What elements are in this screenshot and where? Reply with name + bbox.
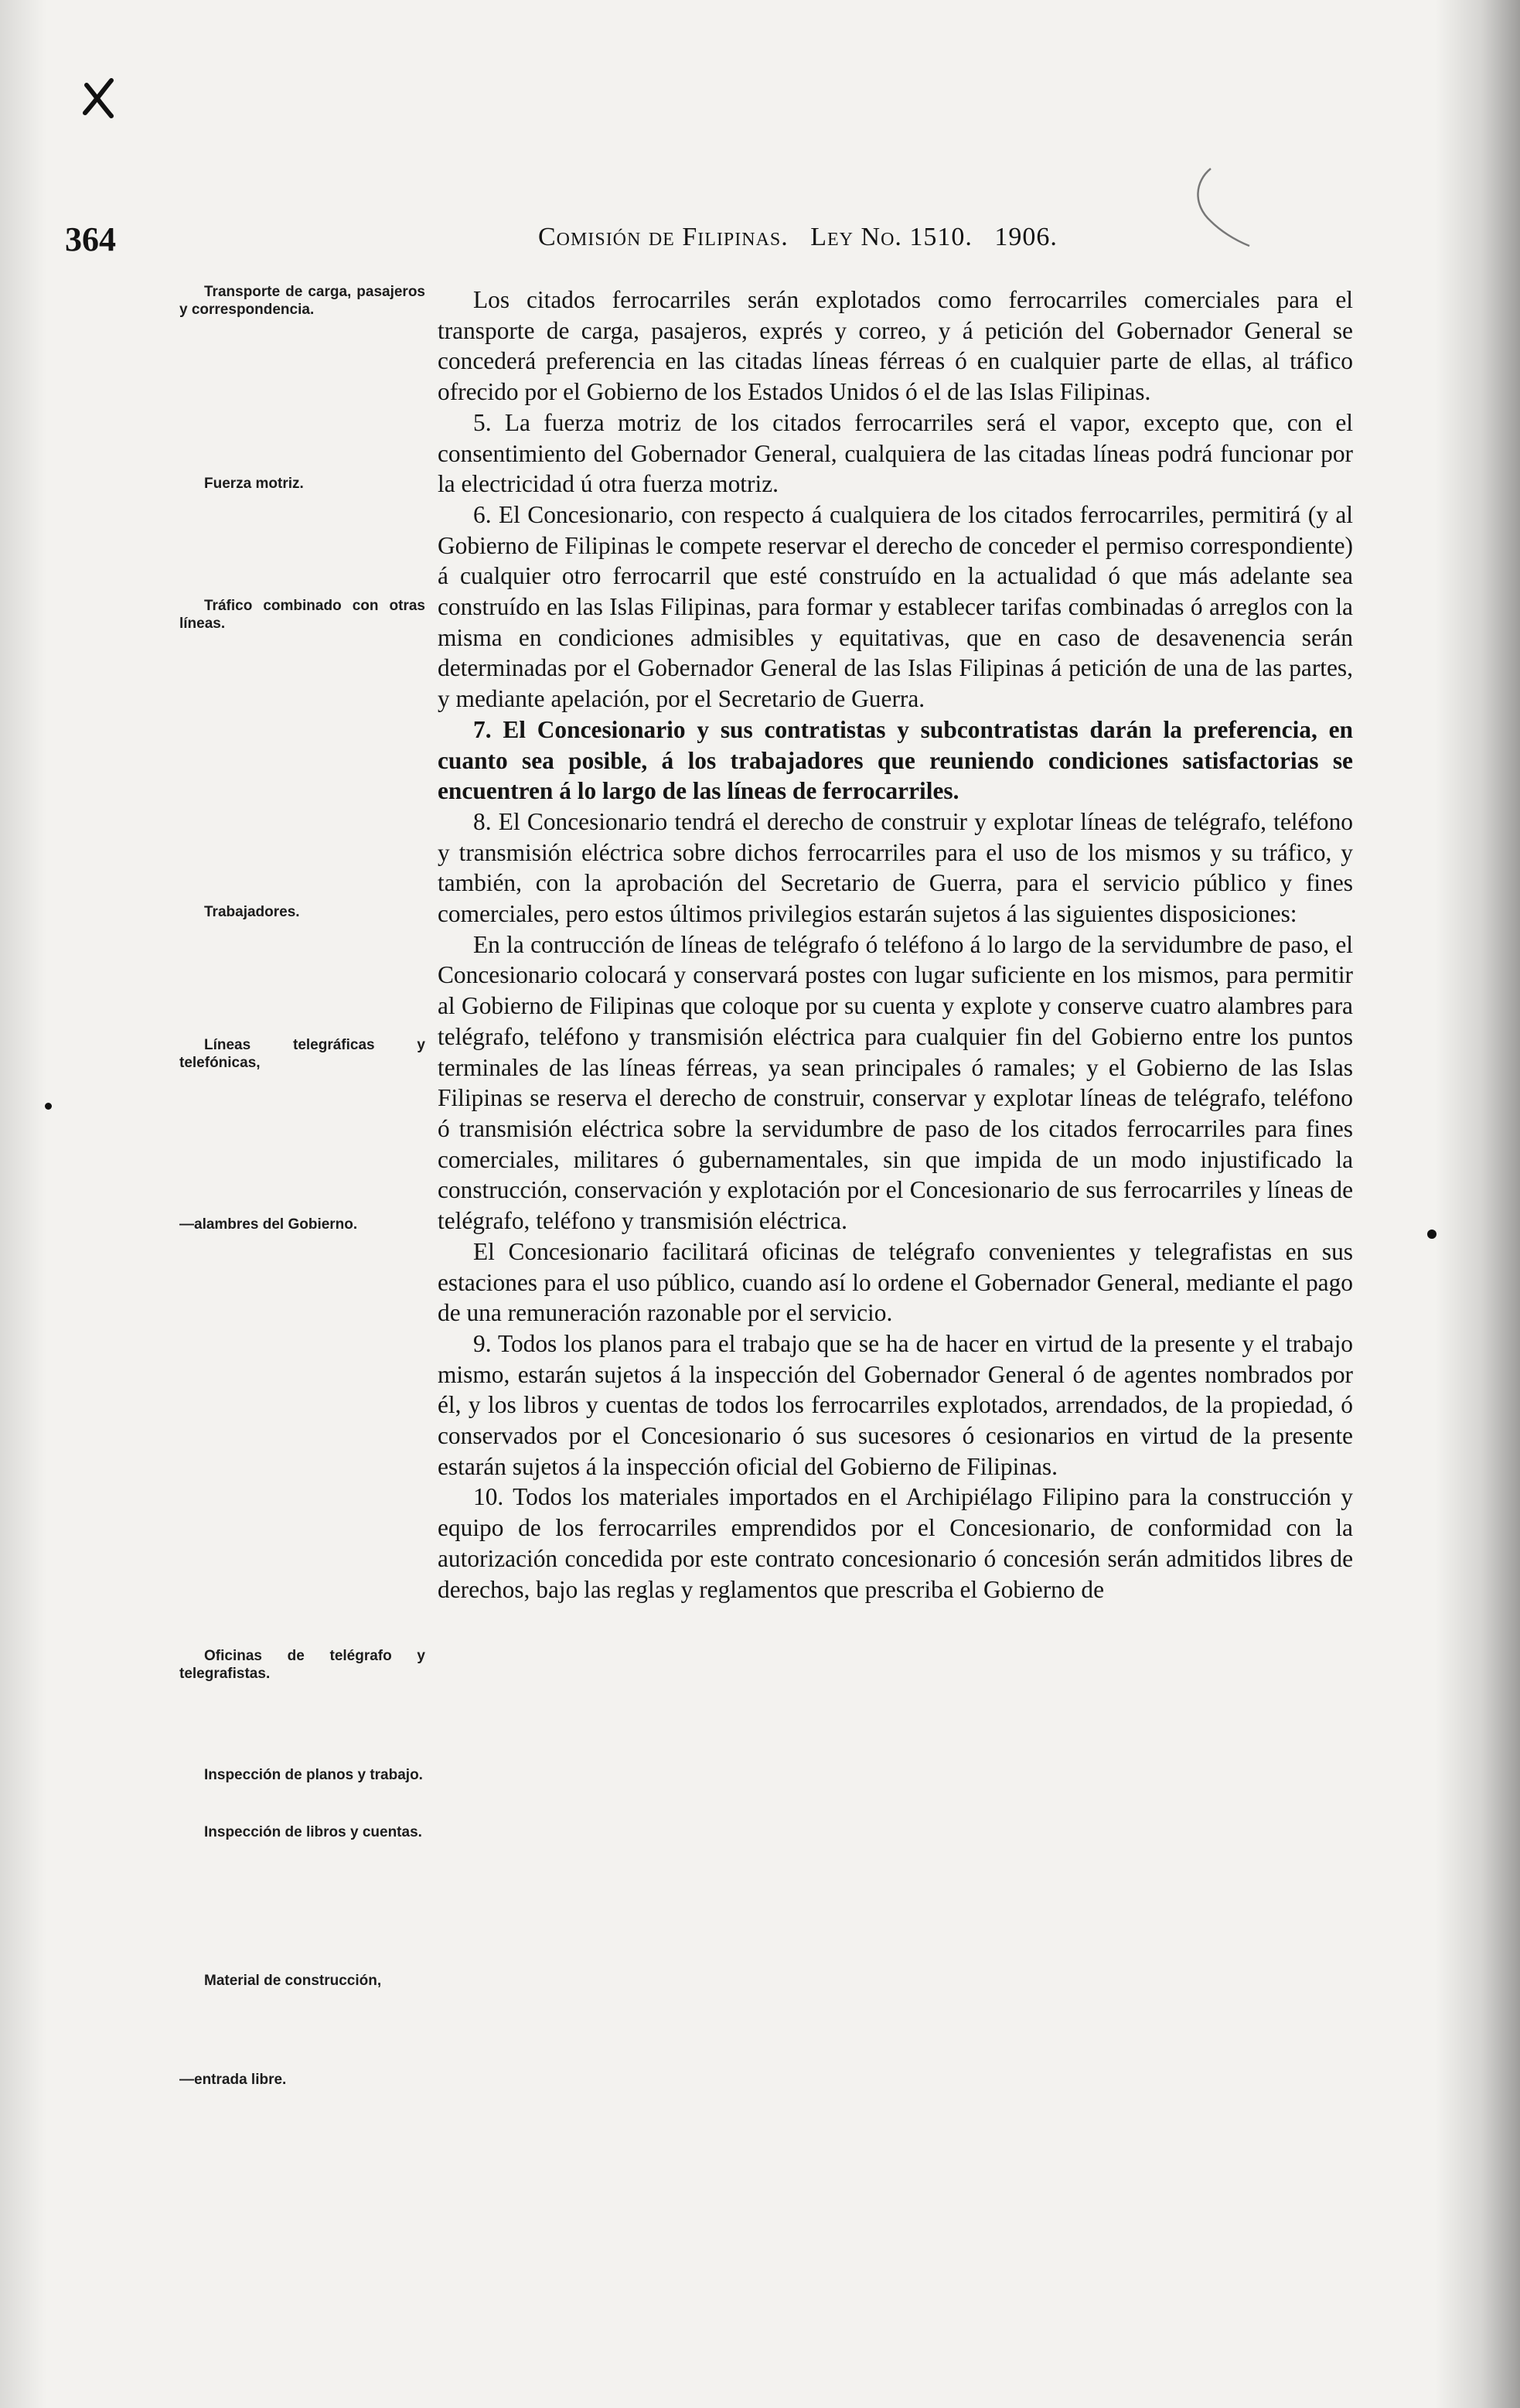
paragraph-9-inspection: 9. Todos los planos para el trabajo que se ha de hacer en virtud de la presente y el trabajo mismo, estarán sujetos á la inspección del Gobernador General ó de agentes nombrados por él, y los libros y cuentas de todos los ferrocarriles explotados, arrendados, de la propiedad, ó conservados por el Concesionario ó sus sucesores ó cesionarios en virtud de la presente estarán sujetos á la inspección oficial del Gobierno de Filipinas. <box>438 1329 1353 1480</box>
sidenote-combined-traffic: Tráfico combinado con otras líneas. <box>179 598 425 632</box>
sidenote-telegraph-lines: Líneas telegráficas y telefónicas, <box>179 1037 425 1071</box>
paragraph-5-motive-power: 5. La fuerza motriz de los citados ferrocarriles será el vapor, excepto que, con el consentimiento del Gobernador General, cualquiera de las citadas líneas podrá funcionar por la electricidad ú otra fuerza motriz. <box>438 408 1353 498</box>
sidenote-book-inspection: Inspección de libros y cuentas. <box>204 1824 422 1840</box>
page-number: 364 <box>65 220 116 258</box>
sidenote-motive-power: Fuerza motriz. <box>204 476 304 492</box>
paragraph-8-telegraph: 8. El Concesionario tendrá el derecho de construir y explotar líneas de telégrafo, teléfono y transmisión eléctrica sobre dichos ferrocarriles para el uso de los mismos y su tráfico, y también, con la aprobación del Secretario de Guerra, para el servicio público y fines comerciales, pero estos últimos privilegios estarán sujetos á las siguientes disposiciones: <box>438 807 1353 928</box>
pencil-stroke-mark <box>1164 165 1257 251</box>
paragraph-6-combined-traffic: 6. El Concesionario, con respecto á cualquiera de los citados ferrocarriles, permitirá (y al Gobierno de Filipinas le compete reservar el derecho de conceder el permiso correspondiente) á cualquier otro ferrocarril que esté construído en la actualidad ó que más adelante sea construído en las Islas Filipinas, para formar y establecer tarifas combinadas ó arreglos con la misma en condiciones admisibles y equitativas, que en caso de desavenencia serán determinadas por el Gobernador General de las Islas Filipinas á petición de una de las partes, y mediante apelación, por el Secretario de Guerra. <box>438 500 1353 713</box>
sidenote-free-entry: —entrada libre. <box>179 2072 287 2088</box>
sidenote-government-wires: —alambres del Gobierno. <box>179 1216 358 1233</box>
margin-dot-right <box>1427 1230 1437 1239</box>
paragraph-transport: Los citados ferrocarriles serán explotados como ferrocarriles comerciales para el transporte de carga, pasajeros, exprés y correo, y á petición del Gobernador General se concederá preferencia en las citadas líneas férreas ó en cualquier parte de ellas, al tráfico ofrecido por el Gobierno de los Estados Unidos ó el de las Islas Filipinas. <box>438 286 1353 406</box>
running-head-law: Ley No. 1510. <box>810 223 973 251</box>
running-head-year: 1906. <box>994 223 1058 251</box>
sidenote-workers: Trabajadores. <box>204 904 300 920</box>
paragraph-7-workers: 7. El Concesionario y sus contratistas y subcontratistas darán la preferencia, en cuanto sea posible, á los trabajadores que reuniendo condiciones satisfactorias se encuentren á lo largo de las líneas de ferrocarriles. <box>438 715 1353 805</box>
paragraph-telegraph-offices: El Concesionario facilitará oficinas de telégrafo convenientes y telegrafistas en sus estaciones para el uso público, cuando así lo ordene el Gobernador General, mediante el pago de una remuneración razonable por el servicio. <box>438 1237 1353 1327</box>
paragraph-government-wires: En la contrucción de líneas de telégrafo ó teléfono á lo largo de la servidumbre de paso, el Concesionario colocará y conservará postes con lugar suficiente en los mismos, para permitir al Gobierno de Filipinas que coloque por su cuenta y explote y conserve cuatro alambres para telégrafo, teléfono y transmisión eléctrica para cualquier fin del Gobierno entre los puntos terminales de las líneas férreas, ya sean principales ó ramales; y el Gobierno de las Islas Filipinas se reserva el derecho de construir, conservar y explotar líneas de telégrafo, teléfono ó transmisión eléctrica sobre la servidumbre de paso de los citados ferrocarriles para fines comerciales, militares ó gubernamentales, sin que impida de un modo injustificado la construcción, conservación y explotación por el Concesionario de sus ferrocarriles y líneas de telégrafo, teléfono y transmisión eléctrica. <box>438 930 1353 1235</box>
running-head-commission: Comisión de Filipinas. <box>538 223 789 251</box>
running-head <box>538 223 1058 252</box>
body-text <box>438 285 1353 1605</box>
sidenote-construction-material: Material de construcción, <box>204 1973 382 1989</box>
margin-dot-left <box>45 1103 52 1110</box>
sidenote-transport: Transporte de carga, pasajeros y correspondencia. <box>179 284 425 318</box>
sidenote-telegraph-offices: Oficinas de telégrafo y telegrafistas. <box>179 1648 425 1682</box>
paragraph-10-materials: 10. Todos los materiales importados en el Archipiélago Filipino para la construcción y equipo de los ferrocarriles emprendidos por el Concesionario, de conformidad con la autorización concedida por este contrato concesionario ó concesión serán admitidos libres de derechos, bajo las reglas y reglamentos que prescriba el Gobierno de <box>438 1483 1353 1603</box>
handwritten-x-mark <box>80 74 119 121</box>
sidenote-plan-inspection: Inspección de planos y trabajo. <box>204 1767 423 1783</box>
